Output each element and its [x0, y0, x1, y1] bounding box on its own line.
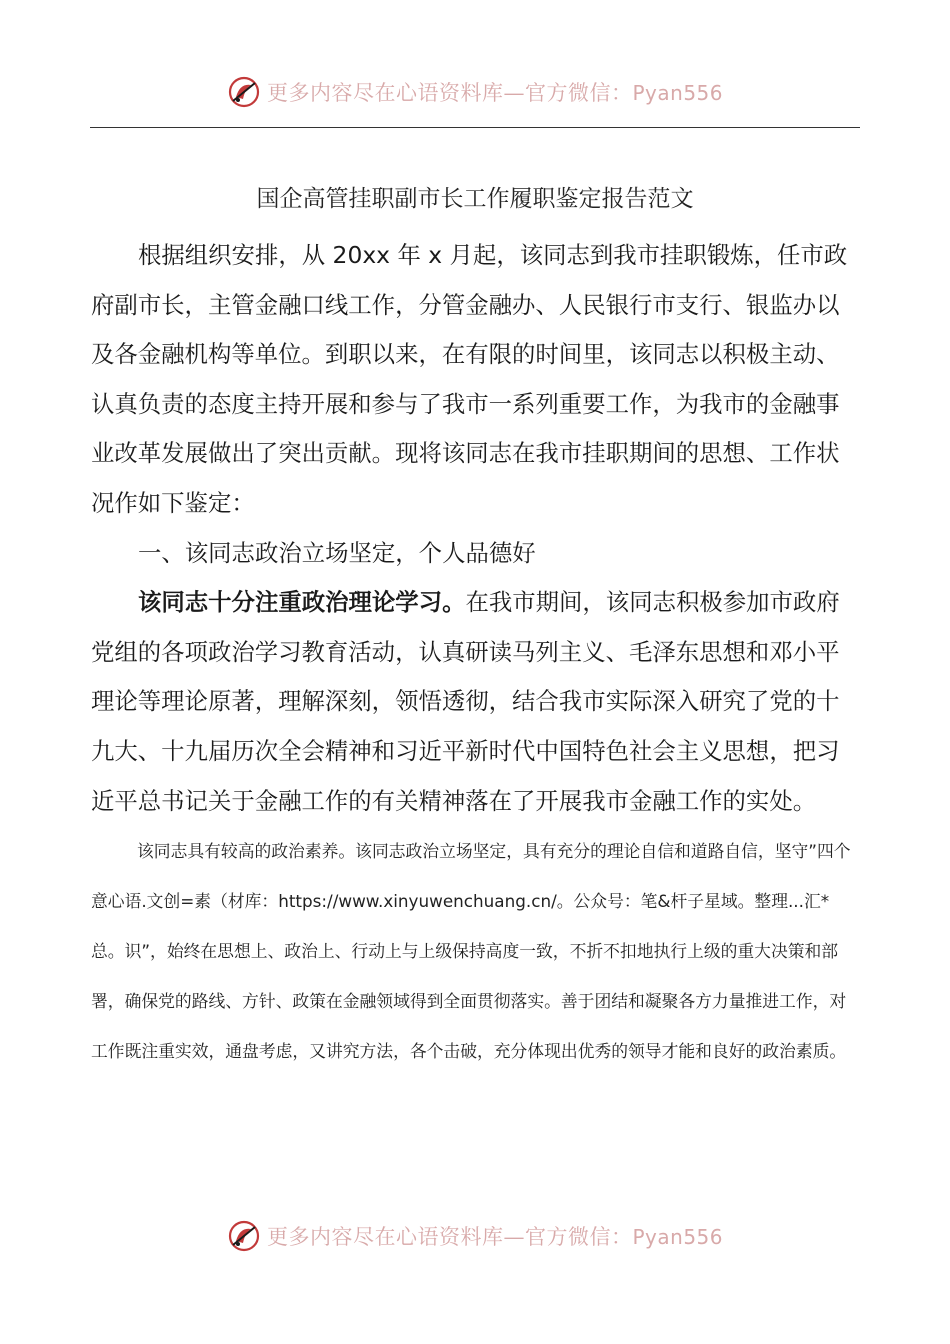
watermark-wechat-label: 官方微信：	[524, 81, 633, 105]
watermark-dash: —	[503, 81, 525, 105]
watermark-brand-text: 更多内容尽在心语资料库	[266, 81, 504, 105]
paragraph-study-lead: 该同志十分注重政治理论学习。	[138, 588, 466, 617]
paragraph-intro: 根据组织安排，从 20xx 年 x 月起，该同志到我市挂职锻炼，任市政府副市长，主管金融口线工作，分管金融办、人民银行市支行、银监办以及各金融机构等单位。到职以来，在有限的时间里，该同志以积极主动、认真负责的态度主持开展和参与了我市一系列重要工作，为我市的金融事业改革发展做出了突出贡献。现将该同志在我市挂职期间的思想、工作状况作如下鉴定：	[91, 241, 848, 517]
paragraph-study-body: 在我市期间，该同志积极参加市政府党组的各项政治学习教育活动，认真研读马列主义、毛泽东思想和邓小平理论等理论原著，理解深刻，领悟透彻，结合我市实际深入研究了党的十九大、十九届历次全会精神和习近平新时代中国特色社会主义思想，把习近平总书记关于金融工作的有关精神落在了开展我市金融工作的实处。	[91, 588, 840, 815]
paragraph-political: 该同志具有较高的政治素养。该同志政治立场坚定，具有充分的理论自信和道路自信，坚守”四个意心语.文创=素（材库：https://www.xinyuwenchuang.cn/。公众号：笔&杆子星域。整理...汇*总。识”，始终在思想上、政治上、行动上与上级保持高度一致，不折不扣地执行上级的重大决策和部署，确保党的路线、方针、政策在金融领域得到全面贯彻落实。善于团结和凝聚各方力量推进工作，对工作既注重实效，通盘考虑，又讲究方法，各个击破，充分体现出优秀的领导才能和良好的政治素质。	[91, 841, 851, 1061]
document-body-small	[91, 826, 859, 1076]
footer-watermark	[0, 1216, 950, 1256]
document-body	[91, 231, 859, 826]
logo-icon	[227, 75, 261, 109]
logo-icon	[227, 1219, 261, 1253]
section-heading-1: 一、该同志政治立场坚定，个人品德好	[138, 538, 536, 567]
header-divider	[90, 127, 860, 128]
paragraph-study	[91, 578, 859, 826]
watermark-wechat-label: 官方微信：	[524, 1225, 633, 1249]
document-title: 国企高管挂职副市长工作履职鉴定报告范文	[256, 186, 694, 212]
watermark-wechat-id: Pyan556	[632, 81, 723, 105]
watermark-wechat-id: Pyan556	[632, 1225, 723, 1249]
watermark-dash: —	[503, 1225, 525, 1249]
header-watermark	[0, 72, 950, 112]
watermark-brand-text: 更多内容尽在心语资料库	[266, 1225, 504, 1249]
